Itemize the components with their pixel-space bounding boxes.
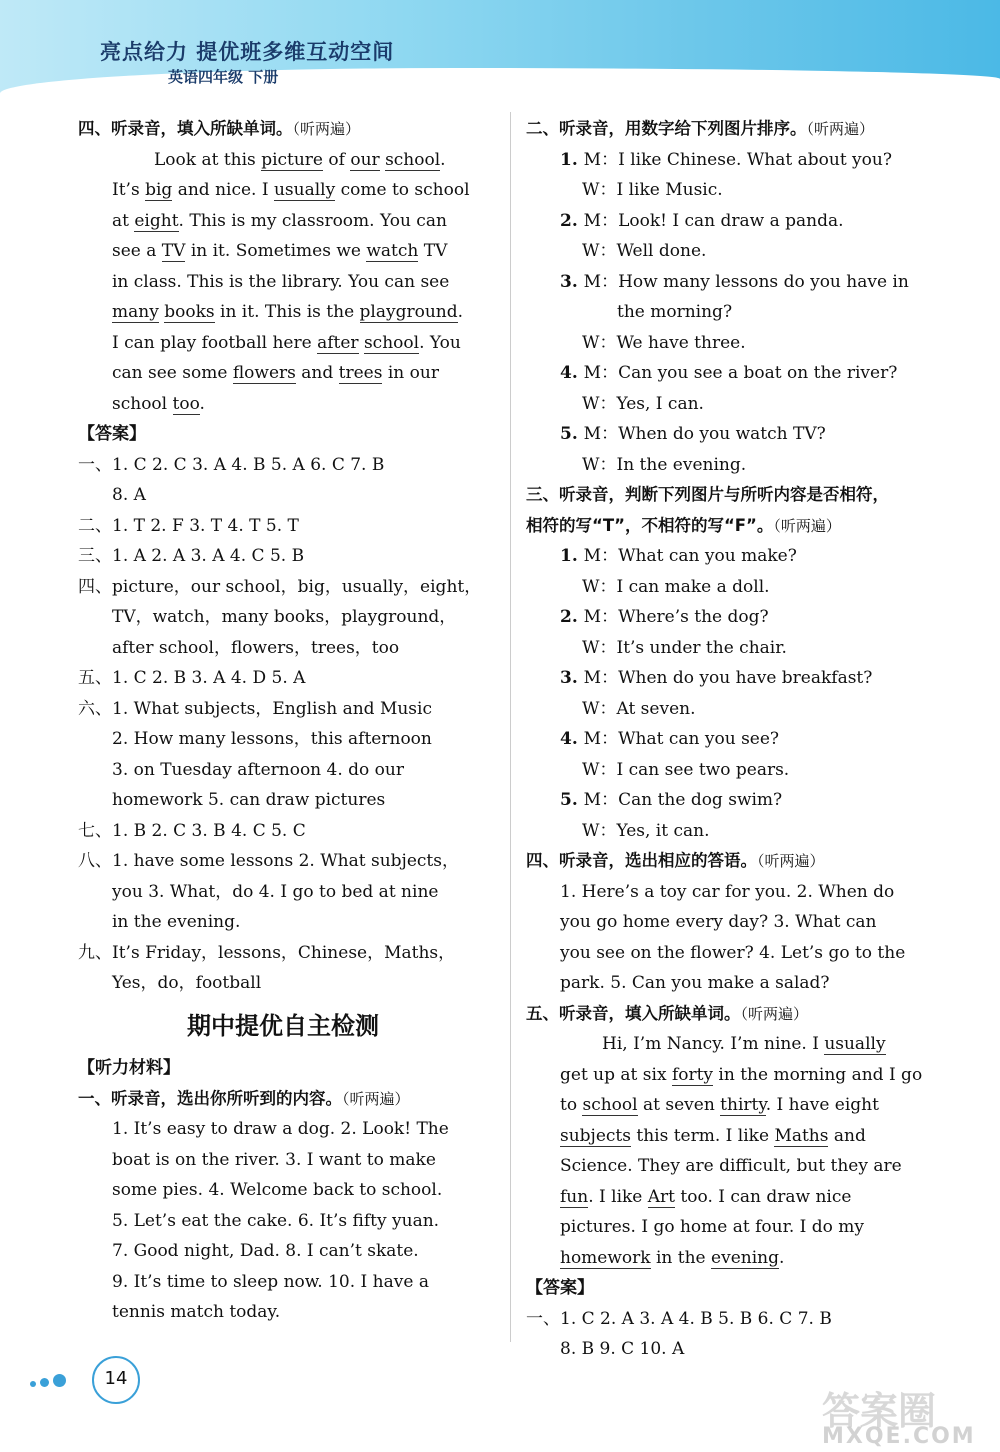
passage-text: in it. Sometimes we — [185, 241, 367, 261]
right-sec4-heading: 四、听录音，选出相应的答语。（听两遍） — [526, 851, 825, 870]
passage-text: . — [440, 149, 446, 170]
item-number: 1. — [560, 546, 584, 566]
dialog-m-line — [526, 602, 936, 633]
left-column — [78, 114, 488, 1328]
text-line: 5. Let’s eat the cake. 6. It’s fifty yuan. — [112, 1210, 440, 1231]
text-line: some pies. 4. Welcome back to school. — [112, 1180, 443, 1200]
dialog-w-line — [526, 572, 936, 603]
dialog-w-text: W：We have three. — [582, 332, 746, 353]
dialog-w-line — [526, 694, 936, 725]
right-sec2-dialogs — [526, 145, 936, 481]
passage-line — [526, 1029, 936, 1060]
dialog-w-line — [526, 816, 936, 847]
answer-line: 七、1. B 2. C 3. B 4. C 5. C — [78, 820, 306, 841]
dialog-m-line — [526, 724, 936, 755]
item-number: 4. — [560, 363, 584, 383]
blank-answer: usually — [824, 1034, 886, 1054]
dialog-w-line — [526, 755, 936, 786]
passage-text: pictures. I go home at four. I do my — [560, 1217, 865, 1237]
right-column — [526, 114, 936, 1365]
left-answer-label: 【答案】 — [78, 424, 146, 444]
blank-answer: after — [317, 332, 359, 353]
passage-text: see a — [112, 241, 162, 261]
passage-line — [78, 328, 488, 359]
watermark-logo: 答案圈 — [822, 1389, 937, 1433]
answer-line: 一、1. C 2. A 3. A 4. B 5. B 6. C 7. B — [526, 1308, 832, 1329]
passage-line — [78, 389, 488, 420]
left-sec4-heading: 四、听录音，填入所缺单词。（听两遍） — [78, 119, 361, 138]
passage-text: and — [828, 1125, 866, 1146]
dialog-m-line — [526, 785, 936, 816]
text-line: you see on the flower? 4. Let’s go to the — [560, 942, 906, 963]
dialog-w-line — [526, 450, 936, 481]
answer-line: 九、It’s Friday，lessons，Chinese，Maths， — [78, 942, 456, 963]
dialog-m-text: M：Can you see a boat on the river? — [583, 363, 898, 383]
dialog-m-line — [526, 206, 936, 237]
blank-answer: TV — [161, 241, 186, 261]
dialog-w-text: W：At seven. — [582, 698, 696, 719]
passage-text: . You — [419, 332, 461, 353]
passage-text: school — [112, 393, 173, 414]
answer-line: 五、1. C 2. B 3. A 4. D 5. A — [78, 668, 306, 688]
passage-text: and — [295, 363, 339, 383]
answer-line: in the evening. — [112, 912, 241, 932]
dialog-m-text: M：When do you have breakfast? — [583, 668, 873, 688]
blank-answer: trees — [338, 363, 383, 383]
text-line: 1. It’s easy to draw a dog. 2. Look! The — [112, 1119, 449, 1139]
passage-text: Science. They are difficult, but they are — [560, 1156, 902, 1176]
right-passage — [526, 1029, 936, 1273]
dialog-m-text: M：I like Chinese. What about you? — [583, 149, 892, 170]
dialog-w-line — [526, 175, 936, 206]
blank-answer: thirty — [720, 1095, 766, 1115]
left-sec1-lines — [78, 1114, 488, 1328]
dialog-w-text: W：Yes, I can. — [582, 393, 704, 414]
passage-text: come to school — [335, 180, 470, 200]
left-answers — [78, 450, 488, 999]
blank-answer: forty — [671, 1064, 714, 1085]
passage-text: . — [778, 1247, 785, 1268]
passage-text: I can play football here — [112, 332, 318, 353]
answer-line: 六、1. What subjects，English and Music — [78, 698, 432, 719]
blank-answer: too — [172, 393, 200, 414]
answer-line: after school，flowers，trees，too — [112, 637, 400, 658]
blank-answer: homework — [560, 1247, 651, 1268]
header-wave — [0, 68, 1000, 108]
answer-line: 一、1. C 2. C 3. A 4. B 5. A 6. C 7. B — [78, 454, 385, 475]
blank-answer: subjects — [560, 1125, 631, 1146]
right-answers — [526, 1304, 936, 1365]
passage-text: in class. This is the library. You can see — [112, 271, 450, 292]
blank-answer: Art — [647, 1186, 676, 1207]
passage-text: of — [323, 149, 351, 170]
dialog-w-line — [526, 389, 936, 420]
dialog-m-text: M：What can you see? — [583, 729, 780, 749]
header-subtitle: 英语四年级 下册 — [168, 68, 279, 86]
passage-text: It’s — [112, 180, 146, 200]
right-sec3-dialogs — [526, 541, 936, 846]
passage-line — [78, 145, 488, 176]
passage-text: to — [560, 1095, 583, 1115]
right-sec5-heading: 五、听录音，填入所缺单词。（听两遍） — [526, 1003, 809, 1023]
passage-line — [526, 1090, 936, 1121]
dialog-m-line — [526, 541, 936, 572]
item-number: 2. — [560, 210, 584, 231]
passage-line — [526, 1243, 936, 1274]
header-title: 亮点给力 提优班多维互动空间 — [100, 40, 395, 64]
answer-line: 3. on Tuesday afternoon 4. do our — [112, 759, 404, 780]
answer-line: 8. A — [112, 485, 146, 505]
right-sec3-heading-1: 三、听录音，判断下列图片与所听内容是否相符， — [526, 485, 889, 504]
item-number: 1. — [560, 149, 584, 170]
text-line: 9. It’s time to sleep now. 10. I have a — [112, 1271, 429, 1292]
right-sec3-heading-2: 相符的写“T”，不相符的写“F”。（听两遍） — [526, 515, 841, 535]
passage-text: . I like — [588, 1186, 648, 1207]
passage-text: in the morning and I go — [713, 1064, 923, 1085]
passage-text: at seven — [637, 1095, 721, 1115]
dialog-m-cont — [526, 297, 936, 328]
text-line: tennis match today. — [112, 1302, 281, 1322]
item-number: 3. — [560, 668, 584, 688]
blank-answer: school — [582, 1095, 638, 1115]
item-number: 4. — [560, 729, 584, 749]
passage-text: Hi, I’m Nancy. I’m nine. I — [602, 1034, 825, 1054]
dialog-m-line — [526, 267, 936, 298]
dialog-m-text: M：When do you watch TV? — [583, 424, 826, 444]
passage-line — [78, 267, 488, 298]
passage-text: in the — [650, 1247, 712, 1268]
passage-line — [78, 206, 488, 237]
text-line: park. 5. Can you make a salad? — [560, 973, 830, 993]
dialog-m-text: M：How many lessons do you have in — [583, 271, 909, 292]
passage-text: get up at six — [560, 1064, 672, 1085]
passage-text: this term. I like — [630, 1125, 775, 1146]
answer-line: 八、1. have some lessons 2. What subjects， — [78, 851, 459, 871]
dialog-m-line — [526, 145, 936, 176]
answer-line: Yes，do，football — [112, 973, 262, 993]
dialog-w-line — [526, 236, 936, 267]
blank-answer: Maths — [774, 1125, 829, 1146]
dialog-w-text: W：I can make a doll. — [582, 576, 770, 597]
passage-text: at — [112, 210, 135, 231]
blank-answer: flowers — [232, 363, 296, 383]
dialog-m-text: M：Where’s the dog? — [583, 607, 769, 627]
dialog-w-text: W：It’s under the chair. — [582, 637, 787, 658]
blank-answer: fun — [560, 1186, 589, 1207]
dialog-m-line — [526, 358, 936, 389]
left-sec1-heading: 一、听录音，选出你所听到的内容。（听两遍） — [78, 1088, 410, 1108]
item-number: 3. — [560, 271, 584, 292]
page-header — [0, 0, 1000, 100]
blank-answer: school — [385, 149, 441, 170]
passage-text: . — [199, 393, 205, 414]
page-number: 14 — [92, 1356, 140, 1404]
answer-line: homework 5. can draw pictures — [112, 790, 386, 810]
blank-answer: picture — [261, 149, 323, 170]
blank-answer: big — [145, 180, 173, 200]
answer-line: 二、1. T 2. F 3. T 4. T 5. T — [78, 515, 299, 536]
dialog-m-text: M：Look! I can draw a panda. — [583, 210, 844, 231]
blank-answer: playground — [359, 302, 458, 322]
passage-text: can see some — [112, 363, 233, 383]
passage-line — [526, 1182, 936, 1213]
item-number: 5. — [560, 424, 584, 444]
dialog-m-text-cont: the morning? — [617, 302, 733, 322]
answer-line: you 3. What，do 4. I go to bed at nine — [112, 881, 439, 902]
dialog-m-line — [526, 419, 936, 450]
passage-line — [78, 297, 488, 328]
dialog-m-text: M：What can you make? — [583, 546, 797, 566]
dialog-w-text: W：In the evening. — [582, 454, 747, 475]
listening-label: 【听力材料】 — [78, 1058, 180, 1078]
left-passage — [78, 145, 488, 420]
passage-text: TV — [418, 241, 448, 261]
answer-line: 8. B 9. C 10. A — [560, 1339, 685, 1359]
passage-text: . This is my classroom. You can — [178, 210, 447, 231]
column-divider — [510, 112, 511, 1342]
blank-answer: our — [350, 149, 380, 170]
right-answer-label: 【答案】 — [526, 1278, 594, 1298]
text-line: 7. Good night, Dad. 8. I can’t skate. — [112, 1241, 419, 1261]
blank-answer: books — [164, 302, 215, 322]
page-dots-decoration — [30, 1372, 70, 1391]
passage-text: in our — [382, 363, 439, 383]
answer-line: 四、picture，our school，big，usually，eight， — [78, 576, 482, 597]
watermark-url: MXQE.COM — [822, 1424, 976, 1449]
dialog-m-line — [526, 663, 936, 694]
answer-line: 2. How many lessons，this afternoon — [112, 729, 432, 749]
passage-text: and nice. I — [172, 180, 274, 200]
passage-text: Look at this — [154, 149, 262, 170]
right-sec4-lines — [526, 877, 936, 999]
blank-answer: watch — [366, 241, 419, 261]
section-title: 期中提优自主检测 — [187, 1011, 379, 1040]
text-line: boat is on the river. 3. I want to make — [112, 1149, 436, 1170]
text-line: 1. Here’s a toy car for you. 2. When do — [560, 881, 895, 902]
passage-line — [526, 1151, 936, 1182]
answer-line: TV，watch，many books，playground， — [112, 607, 457, 627]
dialog-w-line — [526, 328, 936, 359]
answer-line: 三、1. A 2. A 3. A 4. C 5. B — [78, 546, 305, 566]
passage-line — [78, 358, 488, 389]
item-number: 5. — [560, 790, 584, 810]
dialog-w-text: W：Well done. — [582, 241, 707, 261]
passage-text: . — [457, 302, 464, 322]
blank-answer: evening — [711, 1247, 779, 1268]
passage-text: . I have eight — [765, 1095, 879, 1115]
passage-line — [78, 236, 488, 267]
passage-text: in it. This is the — [214, 302, 360, 322]
passage-line — [526, 1212, 936, 1243]
blank-answer: eight — [134, 210, 179, 231]
dialog-w-line — [526, 633, 936, 664]
passage-line — [526, 1060, 936, 1091]
passage-line — [78, 175, 488, 206]
blank-answer: school — [363, 332, 420, 353]
right-sec2-heading: 二、听录音，用数字给下列图片排序。（听两遍） — [526, 119, 875, 138]
passage-line — [526, 1121, 936, 1152]
dialog-w-text: W：I like Music. — [582, 180, 723, 200]
blank-answer: usually — [273, 180, 336, 200]
dialog-w-text: W：I can see two pears. — [582, 759, 790, 780]
dialog-w-text: W：Yes, it can. — [582, 820, 710, 841]
passage-text: too. I can draw nice — [675, 1186, 852, 1207]
dialog-m-text: M：Can the dog swim? — [583, 790, 783, 810]
blank-answer: many — [112, 302, 159, 322]
item-number: 2. — [560, 607, 584, 627]
text-line: you go home every day? 3. What can — [560, 912, 877, 932]
